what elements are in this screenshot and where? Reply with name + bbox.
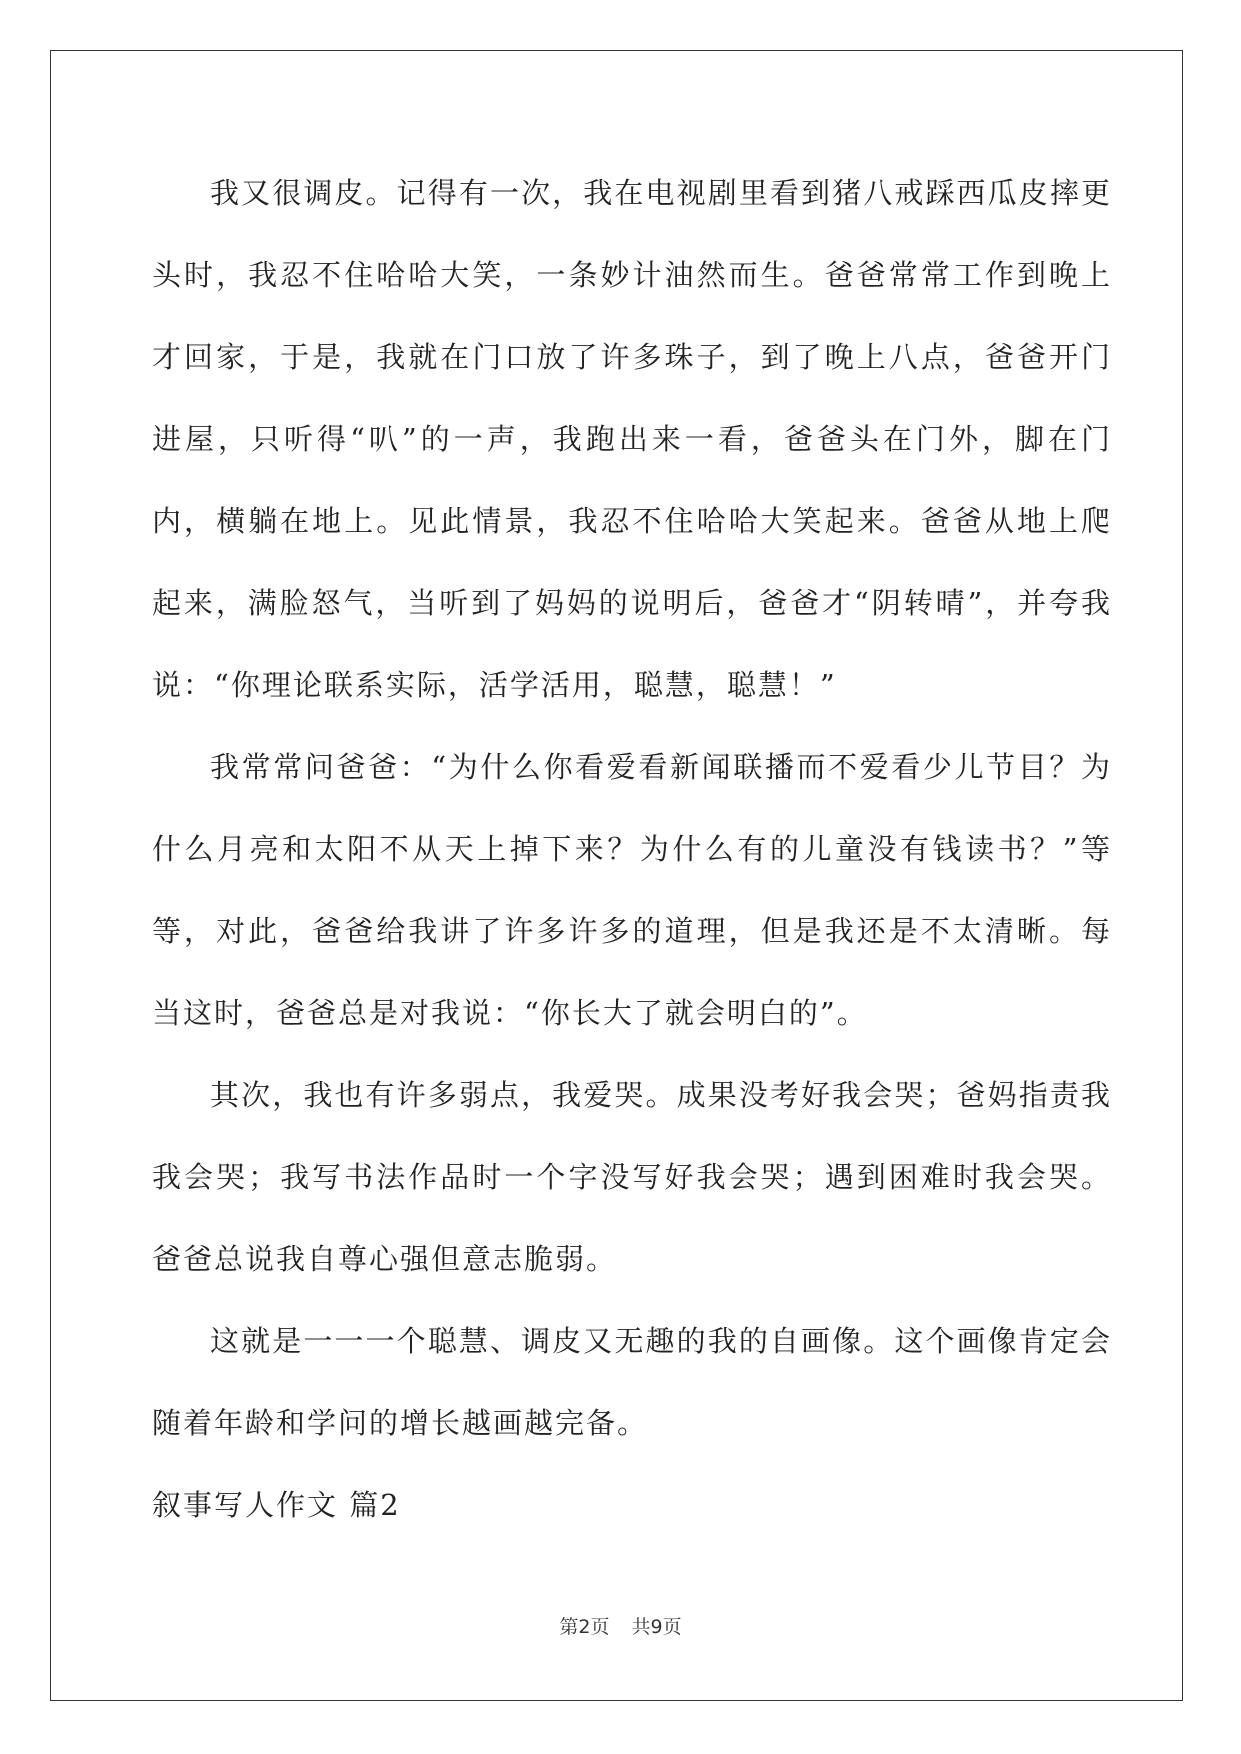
page-suffix: 页 — [590, 1616, 610, 1638]
section-heading: 叙事写人作文 篇2 — [152, 1488, 401, 1522]
page-prefix: 第 — [559, 1616, 579, 1638]
total-pages: 9 — [650, 1616, 663, 1638]
paragraph-2: 我常常问爸爸：“为什么你看爱看新闻联播而不爱看少儿节目？为什么月亮和太阳不从天上掉下来？为什么有的儿童没有钱读书？”等等，对此，爸爸给我讲了许多许多的道理，但是我还是不太清晰。每当这时，爸爸总是对我说：“你长大了就会明白的”。 — [152, 750, 1112, 1030]
paragraph-4: 这就是一一一个聪慧、调皮又无趣的我的自画像。这个画像肯定会随着年龄和学问的增长越画越完备。 — [152, 1324, 1112, 1440]
total-suffix: 页 — [662, 1616, 682, 1638]
total-prefix: 共 — [631, 1616, 651, 1638]
page-footer — [0, 1612, 1241, 1639]
paragraph-1: 我又很调皮。记得有一次，我在电视剧里看到猪八戒踩西瓜皮摔更头时，我忍不住哈哈大笑，一条妙计油然而生。爸爸常常工作到晚上才回家，于是，我就在门口放了许多珠子，到了晚上八点，爸爸开门进屋，只听得“叭”的一声，我跑出来一看，爸爸头在门外，脚在门内，横躺在地上。见此情景，我忍不住哈哈大笑起来。爸爸从地上爬起来，满脸怒气，当听到了妈妈的说明后，爸爸才“阴转晴”，并夸我说：“你理论联系实际，活学活用，聪慧，聪慧！” — [152, 176, 1112, 702]
document-body — [152, 152, 1112, 1546]
page-number: 2 — [578, 1616, 591, 1638]
paragraph-3: 其次，我也有许多弱点，我爱哭。成果没考好我会哭；爸妈指责我我会哭；我写书法作品时一个字没写好我会哭；遇到困难时我会哭。爸爸总说我自尊心强但意志脆弱。 — [152, 1078, 1112, 1276]
